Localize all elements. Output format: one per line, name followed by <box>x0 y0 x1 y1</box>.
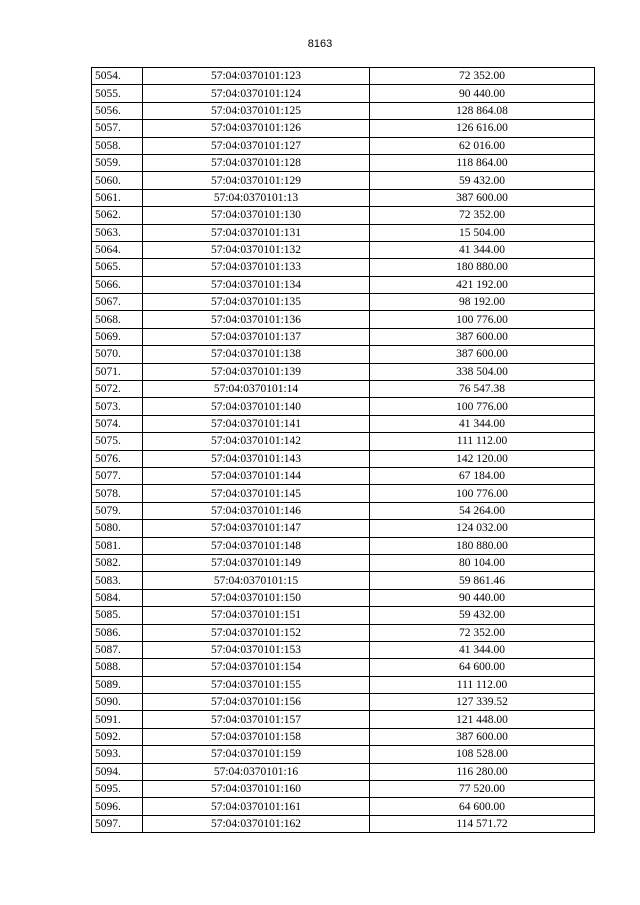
row-number-cell: 5085. <box>92 607 143 624</box>
cadastral-number-cell: 57:04:0370101:14 <box>143 381 370 398</box>
row-number-cell: 5067. <box>92 294 143 311</box>
row-number-cell: 5054. <box>92 68 143 85</box>
row-number-cell: 5062. <box>92 207 143 224</box>
cadastral-number-cell: 57:04:0370101:152 <box>143 624 370 641</box>
row-number-cell: 5055. <box>92 85 143 102</box>
table-row <box>92 607 595 624</box>
cadastral-value-cell: 111 112.00 <box>370 433 595 450</box>
cadastral-number-cell: 57:04:0370101:140 <box>143 398 370 415</box>
cadastral-value-cell: 62 016.00 <box>370 137 595 154</box>
row-number-cell: 5078. <box>92 485 143 502</box>
cadastral-value-cell: 72 352.00 <box>370 624 595 641</box>
table-row <box>92 102 595 119</box>
cadastral-number-cell: 57:04:0370101:143 <box>143 450 370 467</box>
row-number-cell: 5075. <box>92 433 143 450</box>
table-row <box>92 415 595 432</box>
table-row <box>92 798 595 815</box>
cadastral-value-cell: 98 192.00 <box>370 294 595 311</box>
row-number-cell: 5069. <box>92 328 143 345</box>
table-row <box>92 85 595 102</box>
table-row <box>92 346 595 363</box>
cadastral-value-cell: 67 184.00 <box>370 467 595 484</box>
table-row <box>92 259 595 276</box>
cadastral-number-cell: 57:04:0370101:16 <box>143 763 370 780</box>
table-row <box>92 189 595 206</box>
table-row <box>92 624 595 641</box>
cadastral-value-cell: 72 352.00 <box>370 207 595 224</box>
row-number-cell: 5077. <box>92 467 143 484</box>
cadastral-number-cell: 57:04:0370101:151 <box>143 607 370 624</box>
cadastral-value-cell: 128 864.08 <box>370 102 595 119</box>
row-number-cell: 5097. <box>92 815 143 832</box>
cadastral-value-cell: 142 120.00 <box>370 450 595 467</box>
cadastral-value-cell: 100 776.00 <box>370 311 595 328</box>
cadastral-number-cell: 57:04:0370101:159 <box>143 746 370 763</box>
row-number-cell: 5068. <box>92 311 143 328</box>
table-row <box>92 659 595 676</box>
cadastral-number-cell: 57:04:0370101:131 <box>143 224 370 241</box>
cadastral-value-cell: 59 861.46 <box>370 572 595 589</box>
cadastral-value-cell: 124 032.00 <box>370 520 595 537</box>
cadastral-value-cell: 80 104.00 <box>370 554 595 571</box>
table-row <box>92 363 595 380</box>
cadastral-number-cell: 57:04:0370101:141 <box>143 415 370 432</box>
row-number-cell: 5063. <box>92 224 143 241</box>
cadastral-number-cell: 57:04:0370101:133 <box>143 259 370 276</box>
table-body <box>92 68 595 833</box>
table-row <box>92 328 595 345</box>
table-row <box>92 294 595 311</box>
row-number-cell: 5064. <box>92 241 143 258</box>
cadastral-value-cell: 54 264.00 <box>370 502 595 519</box>
cadastral-number-cell: 57:04:0370101:15 <box>143 572 370 589</box>
cadastral-number-cell: 57:04:0370101:144 <box>143 467 370 484</box>
table-row <box>92 207 595 224</box>
table-row <box>92 241 595 258</box>
table-row <box>92 572 595 589</box>
cadastral-value-cell: 64 600.00 <box>370 798 595 815</box>
row-number-cell: 5092. <box>92 728 143 745</box>
cadastral-number-cell: 57:04:0370101:134 <box>143 276 370 293</box>
cadastral-number-cell: 57:04:0370101:135 <box>143 294 370 311</box>
cadastral-number-cell: 57:04:0370101:153 <box>143 641 370 658</box>
row-number-cell: 5060. <box>92 172 143 189</box>
table-row <box>92 172 595 189</box>
cadastral-value-cell: 126 616.00 <box>370 120 595 137</box>
cadastral-number-cell: 57:04:0370101:157 <box>143 711 370 728</box>
row-number-cell: 5056. <box>92 102 143 119</box>
table-row <box>92 537 595 554</box>
cadastral-number-cell: 57:04:0370101:162 <box>143 815 370 832</box>
table-row <box>92 815 595 832</box>
row-number-cell: 5079. <box>92 502 143 519</box>
row-number-cell: 5065. <box>92 259 143 276</box>
cadastral-value-cell: 118 864.00 <box>370 154 595 171</box>
cadastral-number-cell: 57:04:0370101:125 <box>143 102 370 119</box>
cadastral-number-cell: 57:04:0370101:158 <box>143 728 370 745</box>
cadastral-value-cell: 90 440.00 <box>370 85 595 102</box>
cadastral-number-cell: 57:04:0370101:145 <box>143 485 370 502</box>
table-row <box>92 137 595 154</box>
cadastral-value-cell: 41 344.00 <box>370 641 595 658</box>
cadastral-number-cell: 57:04:0370101:130 <box>143 207 370 224</box>
cadastral-value-cell: 76 547.38 <box>370 381 595 398</box>
table-row <box>92 120 595 137</box>
row-number-cell: 5090. <box>92 694 143 711</box>
table-row <box>92 781 595 798</box>
table-row <box>92 746 595 763</box>
row-number-cell: 5059. <box>92 154 143 171</box>
cadastral-value-cell: 127 339.52 <box>370 694 595 711</box>
cadastral-number-cell: 57:04:0370101:146 <box>143 502 370 519</box>
table-row <box>92 589 595 606</box>
cadastral-value-cell: 64 600.00 <box>370 659 595 676</box>
row-number-cell: 5088. <box>92 659 143 676</box>
row-number-cell: 5086. <box>92 624 143 641</box>
row-number-cell: 5091. <box>92 711 143 728</box>
cadastral-value-cell: 421 192.00 <box>370 276 595 293</box>
table-row <box>92 641 595 658</box>
cadastral-number-cell: 57:04:0370101:129 <box>143 172 370 189</box>
cadastral-number-cell: 57:04:0370101:124 <box>143 85 370 102</box>
cadastral-number-cell: 57:04:0370101:138 <box>143 346 370 363</box>
cadastral-number-cell: 57:04:0370101:150 <box>143 589 370 606</box>
cadastral-value-cell: 100 776.00 <box>370 485 595 502</box>
row-number-cell: 5087. <box>92 641 143 658</box>
page-number: 8163 <box>307 38 333 50</box>
row-number-cell: 5061. <box>92 189 143 206</box>
cadastral-value-cell: 121 448.00 <box>370 711 595 728</box>
table-row <box>92 433 595 450</box>
row-number-cell: 5057. <box>92 120 143 137</box>
table-row <box>92 154 595 171</box>
table-row <box>92 68 595 85</box>
cadastral-value-table <box>91 67 595 833</box>
row-number-cell: 5073. <box>92 398 143 415</box>
row-number-cell: 5095. <box>92 781 143 798</box>
cadastral-value-cell: 100 776.00 <box>370 398 595 415</box>
row-number-cell: 5071. <box>92 363 143 380</box>
cadastral-value-cell: 41 344.00 <box>370 241 595 258</box>
row-number-cell: 5058. <box>92 137 143 154</box>
row-number-cell: 5093. <box>92 746 143 763</box>
table-row <box>92 485 595 502</box>
cadastral-value-cell: 77 520.00 <box>370 781 595 798</box>
cadastral-number-cell: 57:04:0370101:160 <box>143 781 370 798</box>
row-number-cell: 5072. <box>92 381 143 398</box>
cadastral-value-cell: 59 432.00 <box>370 607 595 624</box>
row-number-cell: 5084. <box>92 589 143 606</box>
row-number-cell: 5096. <box>92 798 143 815</box>
row-number-cell: 5066. <box>92 276 143 293</box>
cadastral-value-cell: 15 504.00 <box>370 224 595 241</box>
table-row <box>92 381 595 398</box>
cadastral-number-cell: 57:04:0370101:128 <box>143 154 370 171</box>
cadastral-number-cell: 57:04:0370101:136 <box>143 311 370 328</box>
cadastral-value-cell: 180 880.00 <box>370 537 595 554</box>
cadastral-number-cell: 57:04:0370101:139 <box>143 363 370 380</box>
cadastral-number-cell: 57:04:0370101:156 <box>143 694 370 711</box>
table-row <box>92 676 595 693</box>
cadastral-value-cell: 387 600.00 <box>370 728 595 745</box>
cadastral-number-cell: 57:04:0370101:154 <box>143 659 370 676</box>
cadastral-value-cell: 108 528.00 <box>370 746 595 763</box>
cadastral-number-cell: 57:04:0370101:137 <box>143 328 370 345</box>
row-number-cell: 5074. <box>92 415 143 432</box>
table-row <box>92 450 595 467</box>
cadastral-number-cell: 57:04:0370101:161 <box>143 798 370 815</box>
row-number-cell: 5089. <box>92 676 143 693</box>
cadastral-value-cell: 387 600.00 <box>370 189 595 206</box>
cadastral-number-cell: 57:04:0370101:132 <box>143 241 370 258</box>
table-row <box>92 224 595 241</box>
cadastral-number-cell: 57:04:0370101:127 <box>143 137 370 154</box>
row-number-cell: 5070. <box>92 346 143 363</box>
cadastral-number-cell: 57:04:0370101:148 <box>143 537 370 554</box>
cadastral-number-cell: 57:04:0370101:147 <box>143 520 370 537</box>
cadastral-value-cell: 338 504.00 <box>370 363 595 380</box>
table-row <box>92 728 595 745</box>
table-row <box>92 520 595 537</box>
row-number-cell: 5076. <box>92 450 143 467</box>
table-row <box>92 276 595 293</box>
table-row <box>92 711 595 728</box>
row-number-cell: 5081. <box>92 537 143 554</box>
cadastral-value-cell: 387 600.00 <box>370 328 595 345</box>
row-number-cell: 5082. <box>92 554 143 571</box>
cadastral-number-cell: 57:04:0370101:126 <box>143 120 370 137</box>
cadastral-number-cell: 57:04:0370101:13 <box>143 189 370 206</box>
cadastral-value-cell: 41 344.00 <box>370 415 595 432</box>
row-number-cell: 5083. <box>92 572 143 589</box>
table-row <box>92 311 595 328</box>
cadastral-number-cell: 57:04:0370101:142 <box>143 433 370 450</box>
cadastral-value-cell: 116 280.00 <box>370 763 595 780</box>
table-row <box>92 554 595 571</box>
table-row <box>92 467 595 484</box>
cadastral-value-cell: 114 571.72 <box>370 815 595 832</box>
table-row <box>92 398 595 415</box>
cadastral-value-cell: 72 352.00 <box>370 68 595 85</box>
table-row <box>92 502 595 519</box>
cadastral-value-cell: 59 432.00 <box>370 172 595 189</box>
cadastral-number-cell: 57:04:0370101:123 <box>143 68 370 85</box>
cadastral-number-cell: 57:04:0370101:155 <box>143 676 370 693</box>
cadastral-value-cell: 180 880.00 <box>370 259 595 276</box>
cadastral-number-cell: 57:04:0370101:149 <box>143 554 370 571</box>
table-row <box>92 694 595 711</box>
cadastral-value-cell: 111 112.00 <box>370 676 595 693</box>
row-number-cell: 5094. <box>92 763 143 780</box>
cadastral-value-cell: 90 440.00 <box>370 589 595 606</box>
cadastral-value-cell: 387 600.00 <box>370 346 595 363</box>
row-number-cell: 5080. <box>92 520 143 537</box>
table-row <box>92 763 595 780</box>
